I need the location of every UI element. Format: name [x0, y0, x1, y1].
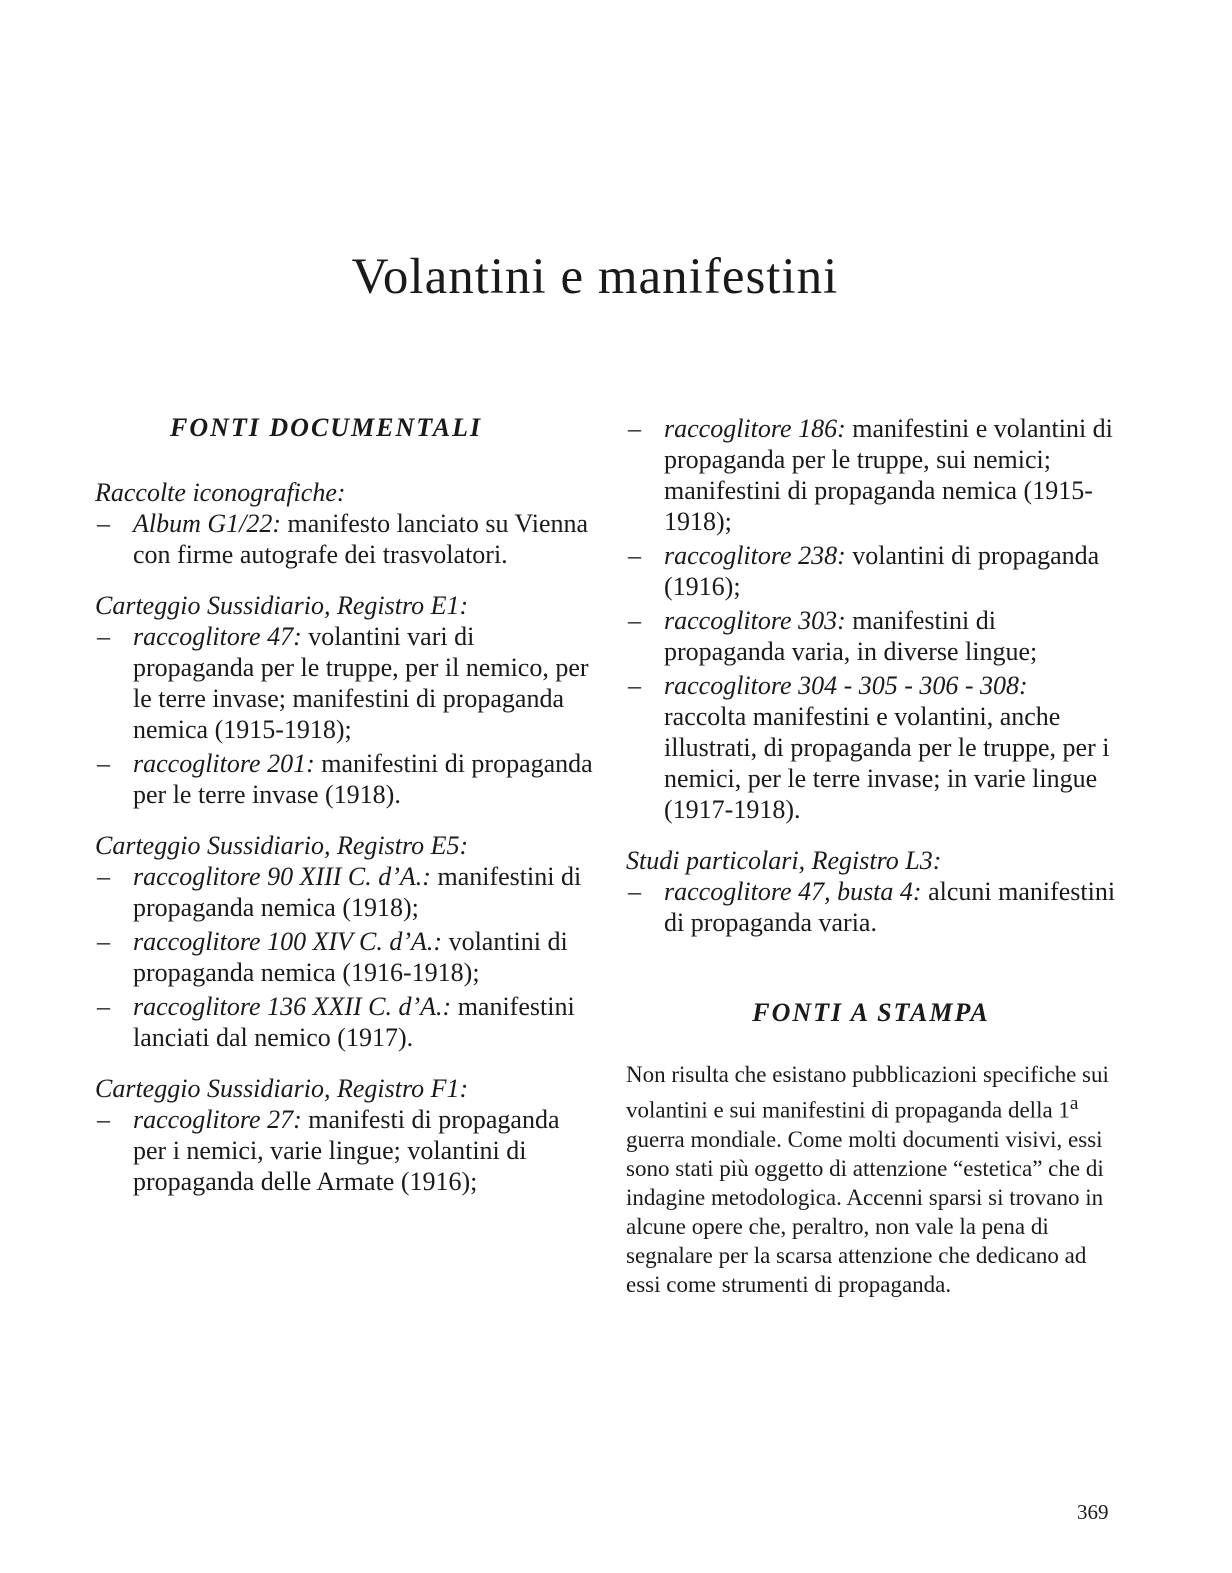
- fonti-a-stampa-paragraph: [626, 1060, 1116, 1299]
- list-item: [95, 621, 595, 745]
- ordinal-superscript: a: [1069, 1093, 1079, 1114]
- entry-text: manifesti di propaganda per i nemici, varie lingue; volantini di propaganda delle Armate (1916);: [133, 1105, 560, 1196]
- entry-text: manifestini di propaganda varia, in diverse lingue;: [664, 606, 1038, 666]
- group-title: Studi particolari, Registro L3:: [626, 846, 942, 875]
- paragraph-text: Non risulta che esistano pubblicazioni specifiche sui volantini e sui manifestini di propaganda della 1: [626, 1062, 1109, 1123]
- dash-marker: –: [97, 927, 110, 956]
- dash-marker: –: [628, 606, 641, 635]
- entry-text: manifestini di propaganda per le terre invase (1918).: [133, 749, 593, 809]
- group-registro-f1-continued: [626, 413, 1116, 825]
- entry-text: manifestini di propaganda nemica (1918);: [133, 862, 582, 922]
- group-raccolte-iconografiche: [95, 477, 595, 570]
- entry-key: raccoglitore 201:: [133, 749, 315, 778]
- group-title: Carteggio Sussidiario, Registro E1:: [95, 591, 469, 620]
- entry-text: volantini di propaganda nemica (1916-1918);: [133, 927, 568, 987]
- entry-text: alcuni manifestini di propaganda varia.: [664, 877, 1116, 937]
- list-item: [95, 861, 595, 923]
- group-title: Carteggio Sussidiario, Registro E5:: [95, 831, 469, 860]
- fonti-documentali-heading: FONTI DOCUMENTALI: [170, 413, 483, 442]
- dash-marker: –: [628, 541, 641, 570]
- entry-key: raccoglitore 47, busta 4:: [664, 877, 922, 906]
- paragraph-text: guerra mondiale. Come molti documenti visivi, essi sono stati più oggetto di attenzione “estetica” che di indagine metodologica. Accenni sparsi si trovano in alcune opere che, peraltro, non vale la pena di segnalare per la scarsa attenzione che dedicano ad essi come strumenti di propaganda.: [626, 1126, 1104, 1297]
- group-registro-e5: [95, 830, 595, 1053]
- dash-marker: –: [97, 1105, 110, 1134]
- entry-key: raccoglitore 100 XIV C. d’A.:: [133, 927, 443, 956]
- list-item: [95, 991, 595, 1053]
- dash-marker: –: [97, 509, 110, 538]
- entry-text: manifesto lanciato su Vienna con firme autografe dei trasvolatori.: [133, 509, 589, 569]
- list-item: [95, 1104, 595, 1197]
- entry-key: raccoglitore 90 XIII C. d’A.:: [133, 862, 431, 891]
- entry-text: volantini di propaganda (1916);: [664, 541, 1100, 601]
- entry-key: Album G1/22:: [133, 509, 282, 538]
- list-item: [626, 605, 1116, 667]
- group-registro-e1: [95, 590, 595, 810]
- list-item: [626, 540, 1116, 602]
- entry-key: raccoglitore 304 - 305 - 306 - 308:: [664, 671, 1028, 700]
- group-registro-f1: [95, 1073, 595, 1197]
- group-title: Carteggio Sussidiario, Registro F1:: [95, 1074, 469, 1103]
- page-number: 369: [1077, 1500, 1109, 1524]
- dash-marker: –: [97, 992, 110, 1021]
- right-column: [626, 413, 1116, 1299]
- entry-text: raccolta manifestini e volantini, anche illustrati, di propaganda per le truppe, per i nemici, per le terre invase; in varie lingue (1917-1918).: [664, 702, 1110, 824]
- entry-key: raccoglitore 186:: [664, 414, 846, 443]
- entry-key: raccoglitore 27:: [133, 1105, 302, 1134]
- list-item: [95, 508, 595, 570]
- entry-key: raccoglitore 303:: [664, 606, 846, 635]
- entry-key: raccoglitore 238:: [664, 541, 846, 570]
- dash-marker: –: [628, 671, 641, 700]
- group-studi-particolari: [626, 845, 1116, 938]
- dash-marker: –: [97, 622, 110, 651]
- dash-marker: –: [97, 862, 110, 891]
- list-item: [626, 876, 1116, 938]
- list-item: [95, 748, 595, 810]
- list-item: [626, 670, 1116, 825]
- entry-key: raccoglitore 136 XXII C. d’A.:: [133, 992, 452, 1021]
- page-title: Volantini e manifestini: [351, 249, 839, 305]
- fonti-a-stampa-heading: FONTI A STAMPA: [752, 998, 990, 1027]
- group-title: Raccolte iconografiche:: [95, 478, 346, 507]
- list-item: [626, 413, 1116, 537]
- dash-marker: –: [628, 414, 641, 443]
- left-column: [95, 413, 595, 1217]
- dash-marker: –: [628, 877, 641, 906]
- entry-text: manifestini lanciati dal nemico (1917).: [133, 992, 575, 1052]
- dash-marker: –: [97, 749, 110, 778]
- entry-key: raccoglitore 47:: [133, 622, 302, 651]
- entry-text: volantini vari di propaganda per le truppe, per il nemico, per le terre invase; manifestini di propaganda nemica (1915-1918);: [133, 622, 589, 744]
- list-item: [95, 926, 595, 988]
- entry-text: manifestini e volantini di propaganda per le truppe, sui nemici; manifestini di propaganda nemica (1915-1918);: [664, 414, 1113, 536]
